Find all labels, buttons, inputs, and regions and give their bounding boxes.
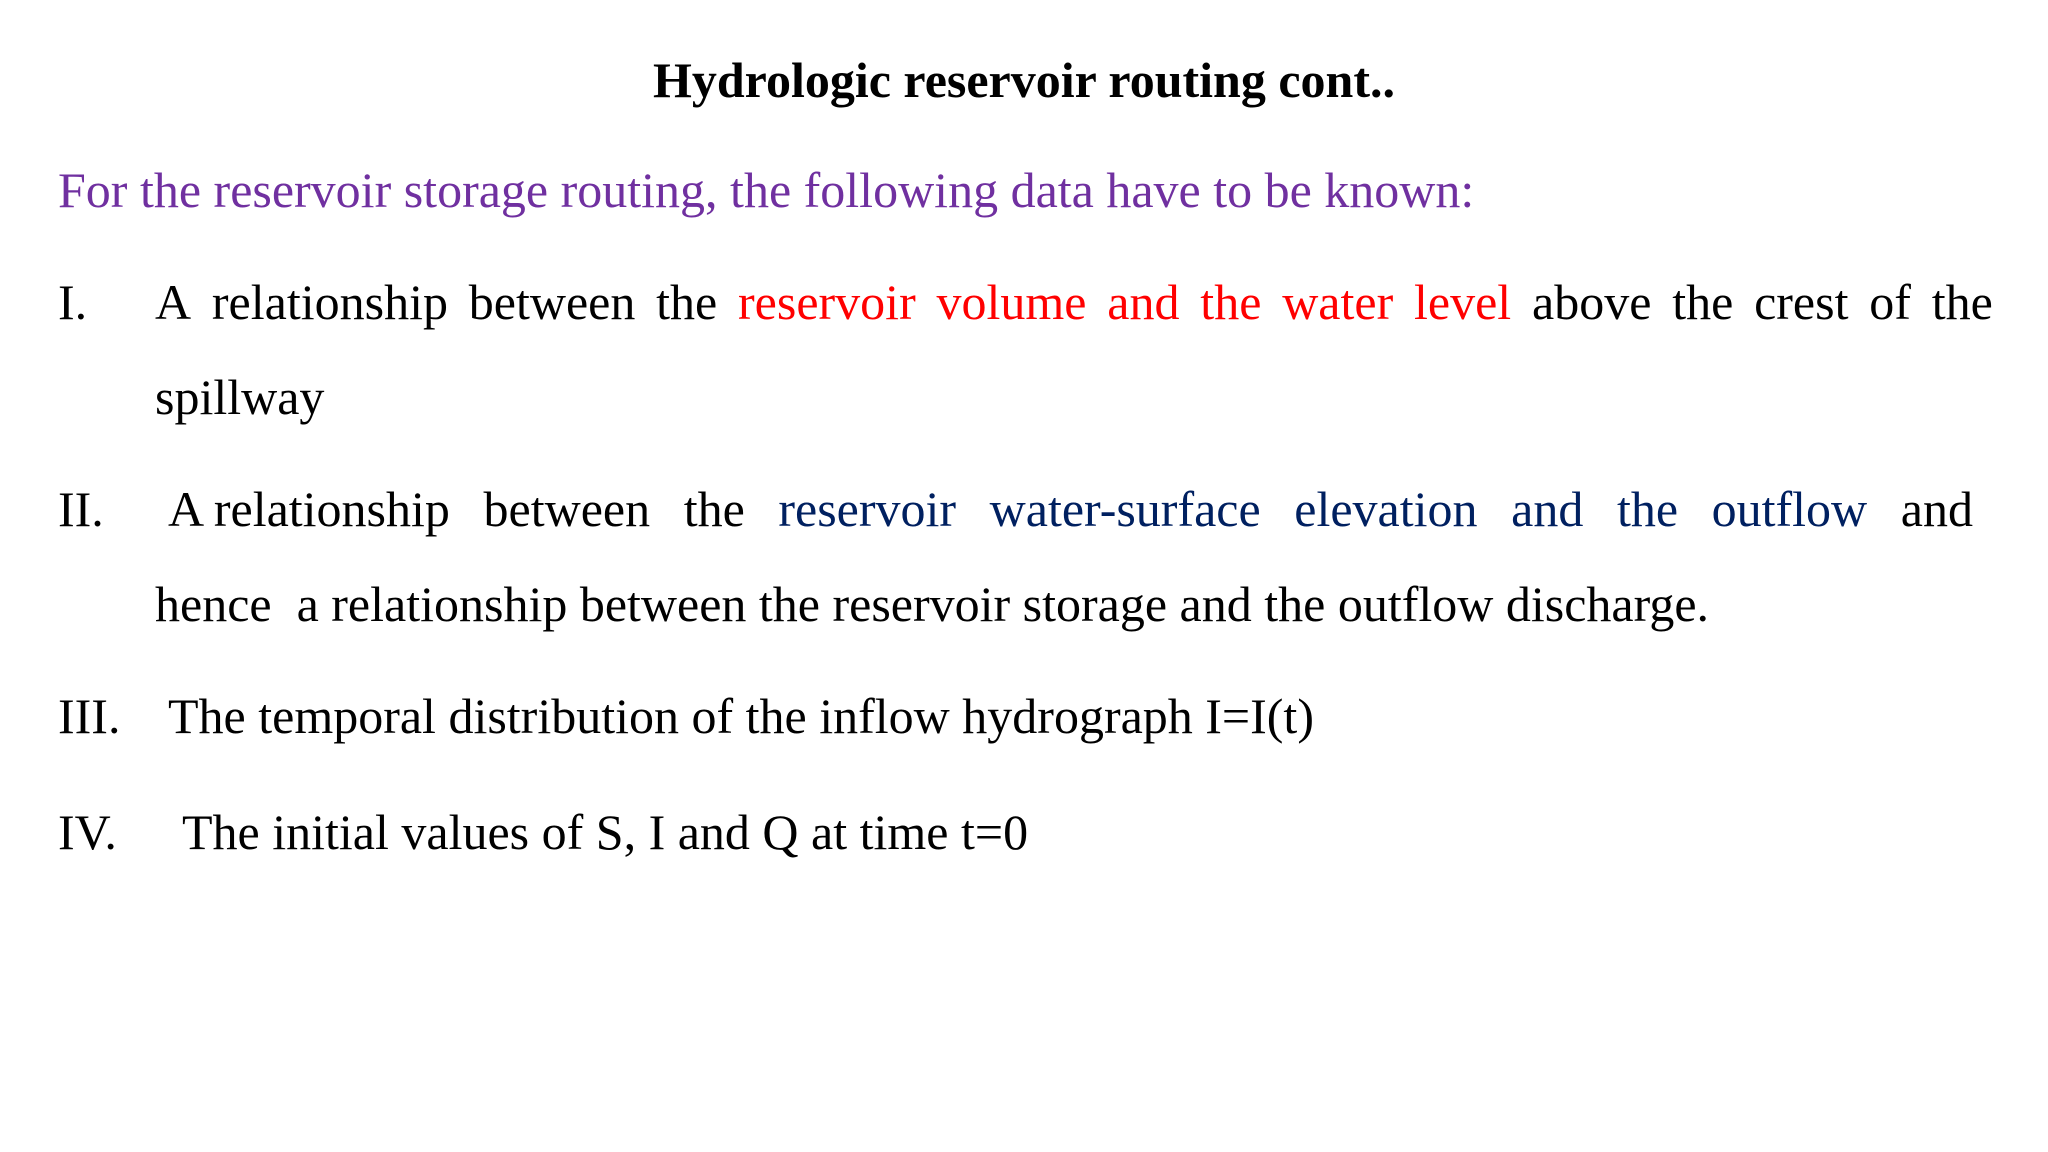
item-1-word: relationship — [211, 274, 448, 330]
item-2-word: and — [1900, 481, 1973, 537]
item-2-word: the — [683, 481, 745, 537]
item-1-word: between — [468, 274, 636, 330]
item-2-word: between — [483, 481, 651, 537]
item-3-numeral: III. — [58, 688, 121, 744]
item-2-word: A relationship — [168, 481, 450, 537]
item-1-word: level — [1414, 274, 1512, 330]
slide-title: Hydrologic reservoir routing cont.. — [652, 52, 1396, 108]
item-1-word: and — [1107, 274, 1180, 330]
item-1-line-1 — [155, 270, 1993, 334]
item-2-word: and — [1511, 481, 1584, 537]
item-2-word: the — [1616, 481, 1679, 537]
item-1-word: the — [1672, 274, 1734, 330]
item-1-word: of — [1869, 274, 1911, 330]
item-1-line-2: spillway — [155, 369, 325, 425]
item-2-numeral: II. — [58, 481, 104, 537]
item-2-word: elevation — [1294, 481, 1478, 537]
item-1-word: the — [656, 274, 718, 330]
intro-text: For the reservoir storage routing, the following data have to be known: — [58, 162, 1475, 218]
item-4-numeral: IV. — [58, 804, 117, 860]
item-3-line-1: The temporal distribution of the inflow hydrograph I=I(t) — [168, 688, 1314, 744]
item-1-word: water — [1282, 274, 1394, 330]
item-1-word: reservoir — [738, 274, 916, 330]
item-2-word: water-surface — [989, 481, 1261, 537]
item-1-word: crest — [1754, 274, 1849, 330]
item-1-word: above — [1532, 274, 1652, 330]
item-2-line-2: hence a relationship between the reservoir storage and the outflow discharge. — [155, 576, 1710, 632]
item-4-line-1: The initial values of S, I and Q at time t=0 — [182, 804, 1029, 860]
item-2-word: outflow — [1711, 481, 1868, 537]
item-2-line-1 — [168, 477, 1973, 541]
item-1-word: the — [1200, 274, 1262, 330]
item-1-word: volume — [936, 274, 1087, 330]
item-1-word: A — [155, 274, 192, 330]
item-1-numeral: I. — [58, 274, 88, 330]
item-2-word: reservoir — [778, 481, 957, 537]
item-1-word: the — [1931, 274, 1993, 330]
